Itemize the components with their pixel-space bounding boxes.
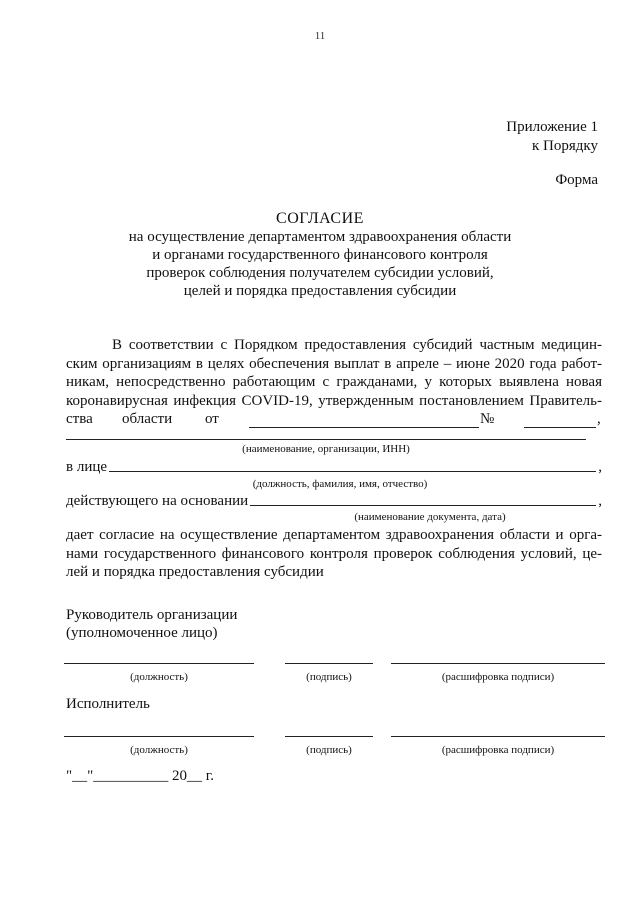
intro-last-line — [66, 411, 602, 430]
in-person-row — [66, 458, 602, 476]
decoding-caption: (расшифровка подписи) — [441, 744, 555, 756]
head-position-blank[interactable] — [64, 662, 254, 664]
consent-line: нами государственного финансового контроля проверок соблюдения условий, це- — [66, 545, 602, 562]
position-caption: (должность) — [130, 671, 188, 683]
in-person-label: в лице — [66, 459, 108, 475]
appendix-header — [506, 118, 598, 156]
intro-line: никам, непосредственно работающим с гражданами, у которых выявлена новая — [66, 374, 602, 390]
number-blank[interactable] — [524, 426, 596, 428]
title-main: СОГЛАСИЕ — [276, 210, 364, 227]
consent-line: дает согласие на осуществление департаментом здравоохранения области и орга- — [66, 527, 602, 543]
intro-word: области — [122, 411, 173, 427]
head-signature-blank[interactable] — [285, 662, 373, 664]
number-sign: № — [480, 411, 495, 427]
head-label-line: Руководитель организации — [66, 607, 238, 623]
decoding-caption: (расшифровка подписи) — [441, 671, 555, 683]
title-line: целей и порядка предоставления субсидии — [183, 283, 457, 299]
consent-paragraph — [66, 526, 602, 582]
head-decoding-blank[interactable] — [391, 662, 605, 664]
form-label: Форма — [555, 172, 598, 188]
intro-word: ства — [66, 411, 93, 427]
date-blank[interactable] — [249, 426, 479, 428]
document-title — [0, 210, 640, 300]
executor-decoding-blank[interactable] — [391, 735, 605, 737]
in-person-blank[interactable] — [109, 470, 596, 472]
consent-line: лей и порядка предоставления субсидии — [66, 564, 324, 580]
signature-caption: (подпись) — [306, 671, 352, 683]
intro-line: В соответствии с Порядком предоставления субсидий частным медицин- — [112, 337, 602, 353]
organization-blank[interactable] — [66, 438, 586, 440]
executor-position-blank[interactable] — [64, 735, 254, 737]
title-line: и органами государственного финансового контроля — [152, 247, 488, 263]
intro-line: ским организациям в целях обеспечения выплат в апреле – июне 2020 года работ- — [66, 355, 602, 372]
intro-word: от — [205, 411, 219, 427]
date-month[interactable]: __________ — [93, 768, 169, 784]
intro-paragraph — [66, 336, 602, 410]
date-year-prefix: 20 — [172, 768, 187, 784]
basis-label: действующего на основании — [66, 493, 249, 509]
appendix-line-1: Приложение 1 — [506, 119, 598, 135]
basis-row — [66, 492, 602, 510]
signature-caption: (подпись) — [306, 744, 352, 756]
in-person-caption: (должность, фамилия, имя, отчество) — [252, 478, 428, 490]
comma: , — [598, 493, 602, 509]
basis-blank[interactable] — [250, 504, 596, 506]
date-year[interactable]: __ — [187, 768, 202, 784]
intro-line: коронавирусная инфекция COVID-19, утвержденным постановлением Правитель- — [66, 392, 602, 409]
head-label-line: (уполномоченное лицо) — [66, 625, 218, 641]
appendix-line-2: к Порядку — [532, 138, 598, 154]
date-day[interactable]: "__" — [66, 768, 94, 784]
date-line — [66, 768, 214, 785]
title-line: на осуществление департаментом здравоохранения области — [128, 229, 512, 245]
organization-caption: (наименование, организации, ИНН) — [242, 443, 410, 455]
title-line: проверок соблюдения получателем субсидии условий, — [146, 265, 494, 281]
executor-signature-blank[interactable] — [285, 735, 373, 737]
comma: , — [598, 459, 602, 475]
page-number: 11 — [314, 30, 326, 42]
comma: , — [597, 411, 601, 427]
date-suffix: г. — [205, 768, 214, 784]
head-label — [66, 606, 237, 642]
basis-caption: (наименование документа, дата) — [354, 511, 506, 523]
position-caption: (должность) — [130, 744, 188, 756]
executor-label: Исполнитель — [66, 696, 150, 712]
